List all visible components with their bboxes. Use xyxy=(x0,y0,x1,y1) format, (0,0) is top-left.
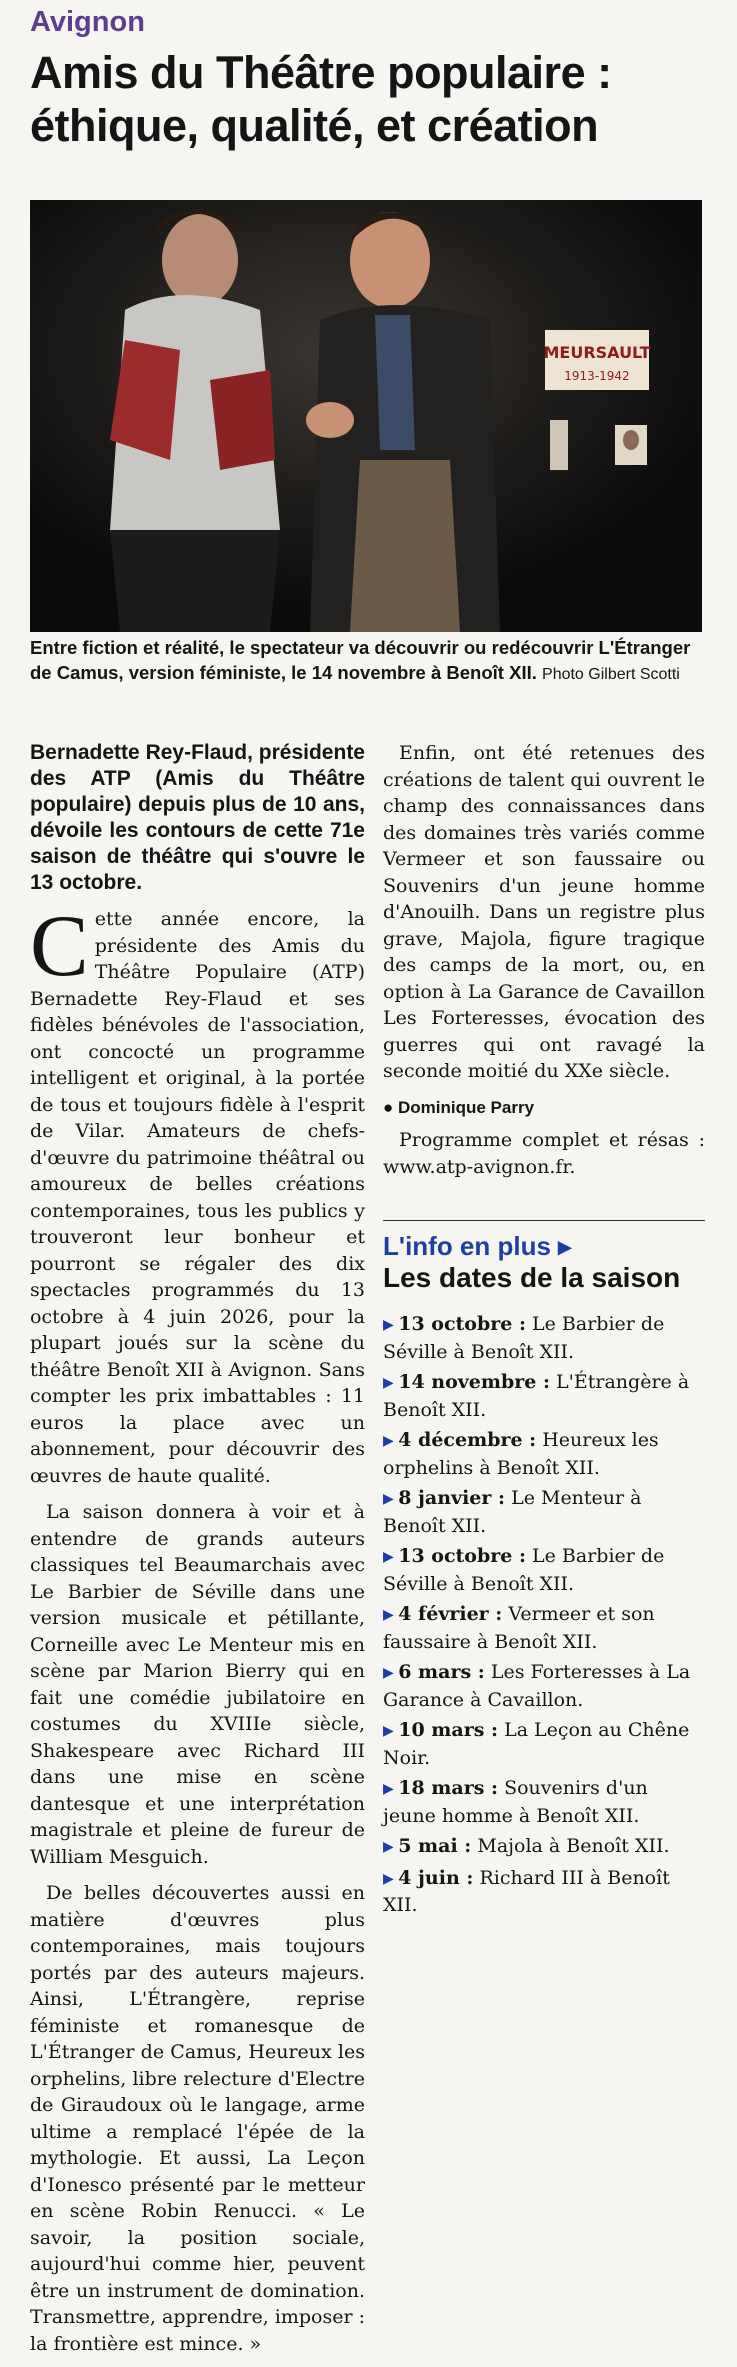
triangle-bullet-icon: ▶ xyxy=(383,1781,399,1797)
date-event: Le Barbier de Séville à Benoît XII. xyxy=(383,1545,665,1595)
section-rubric: Avignon xyxy=(30,6,145,38)
date-label: 5 mai : xyxy=(398,1835,472,1857)
date-label: 13 octobre : xyxy=(398,1545,526,1567)
date-event: Les Forteresses à La Garance à Cavaillon. xyxy=(383,1661,691,1711)
date-label: 6 mars : xyxy=(398,1661,485,1683)
triangle-bullet-icon: ▶ xyxy=(383,1665,399,1681)
article-photo xyxy=(30,200,702,632)
triangle-bullet-icon: ▶ xyxy=(383,1433,399,1449)
date-item xyxy=(383,1485,705,1539)
date-item xyxy=(383,1543,705,1597)
sign-text: MEURSAULT xyxy=(543,343,651,362)
headline-line-2: éthique, qualité, et création xyxy=(30,100,599,151)
photo-credit: Photo Gilbert Scotti xyxy=(542,665,680,683)
date-item xyxy=(383,1775,705,1829)
drop-cap: C xyxy=(30,898,89,995)
date-event: L'Étrangère à Benoît XII. xyxy=(383,1371,690,1421)
date-label: 4 décembre : xyxy=(398,1429,537,1451)
date-event: La Leçon au Chêne Noir. xyxy=(383,1719,690,1769)
date-label: 13 octobre : xyxy=(398,1313,526,1335)
headline xyxy=(30,46,710,152)
date-label: 18 mars : xyxy=(398,1777,499,1799)
paragraph-4: Enfin, ont été retenues des créations de talent qui ouvrent le champ des connaissances dans des domaines très variés comme Vermeer et son faussaire ou Souvenirs d'un jeune homme d'Anouilh. Dans un registre plus grave, Majola, figure tragique des camps de la mort, ou, en option à La Garance de Cavaillon Les Forteresses, évocation des guerres qui ont ravagé la seconde moitié du XXe siècle. xyxy=(383,742,705,1082)
date-event: Souvenirs d'un jeune homme à Benoît XII. xyxy=(383,1777,648,1827)
info-box-subtitle: Les dates de la saison xyxy=(383,1262,681,1293)
triangle-bullet-icon: ▶ xyxy=(383,1723,399,1739)
date-item xyxy=(383,1369,705,1423)
byline: ● Dominique Parry xyxy=(383,1097,535,1117)
date-item xyxy=(383,1659,705,1713)
date-event: Majola à Benoît XII. xyxy=(471,1835,670,1857)
caption-text: Entre fiction et réalité, le spectateur va découvrir ou redécouvrir L'Étranger de Camus, version féministe, le 14 novembre à Benoît XII. xyxy=(30,637,691,683)
stage-scene-illustration xyxy=(30,200,702,632)
triangle-bullet-icon: ▶ xyxy=(383,1491,399,1507)
date-event: Le Barbier de Séville à Benoît XII. xyxy=(383,1313,665,1363)
dates-list xyxy=(383,1311,705,1919)
triangle-bullet-icon: ▶ xyxy=(383,1870,399,1887)
info-box-title: L'info en plus ▸ xyxy=(383,1231,572,1261)
headline-line-1: Amis du Théâtre populaire : xyxy=(30,47,612,98)
sign-years: 1913-1942 xyxy=(564,369,630,383)
date-item xyxy=(383,1833,705,1861)
date-item xyxy=(383,1865,705,1919)
date-label: 14 novembre : xyxy=(398,1371,551,1393)
date-item xyxy=(383,1427,705,1481)
paragraph-3: De belles découvertes aussi en matière d'œuvres plus contemporaines, mais toujours portés par des auteurs majeurs. Ainsi, L'Étrangère, reprise féministe et romanesque de L'Étranger de Camus, Heureux les orphelins, libre relecture d'Electre de Giraudoux où le langage, arme ultime a remplacé l'épée de la mythologie. Et aussi, La Leçon d'Ionesco présenté par le metteur en scène Robin Renucci. « Le savoir, la position sociale, aujourd'hui comme hier, peuvent être un instrument de domination. Transmettre, apprendre, imposer : la frontière est mince. » xyxy=(30,1882,366,2355)
date-label: 8 janvier : xyxy=(398,1487,506,1509)
divider xyxy=(383,1220,705,1221)
paragraph-2: La saison donnera à voir et à entendre de grands auteurs classiques tel Beaumarchais avec Le Barbier de Séville dans une version musicale et pétillante, Corneille avec Le Menteur mis en scène par Marion Bierry qui en fait une comédie jubilatoire en costumes du XVIIIe siècle, Shakespeare avec Richard III dans une mise en scène dantesque et une interprétation magistrale et pleine de fureur de William Mesguich. xyxy=(30,1501,365,1868)
date-item xyxy=(383,1601,705,1655)
date-label: 10 mars : xyxy=(398,1719,499,1741)
photo-caption xyxy=(30,636,702,687)
date-event: Heureux les orphelins à Benoît XII. xyxy=(383,1429,659,1479)
triangle-bullet-icon: ▶ xyxy=(383,1317,399,1333)
paragraph-1 xyxy=(30,898,365,1489)
date-event: Le Menteur à Benoît XII. xyxy=(383,1487,642,1537)
date-item xyxy=(383,1717,705,1771)
paragraph-1-text: ette année encore, la présidente des Amis du Théâtre Populaire (ATP) Bernadette Rey-Flaud et ses fidèles bénévoles de l'association, ont concocté un programme intelligent et original, à la portée de tous et toujours fidèle à l'esprit de Vilar. Amateurs de chefs-d'œuvre du patrimoine théâtral ou amoureux de belles créations contemporaines, tous les publics y trouveront leur bonheur et pourront se régaler des dix spectacles programmés du 13 octobre à 4 juin 2026, pour la plupart joués sur la scène du théâtre Benoît XII à Avignon. Sans compter les prix imbattables : 11 euros la place avec un abonnement, pour découvrir des œuvres de haute qualité. xyxy=(30,908,365,1487)
article-column-1 xyxy=(30,740,365,2367)
article-lead: Bernadette Rey-Flaud, présidente des ATP (Amis du Théâtre populaire) depuis plus de 10 ans, dévoile les contours de cette 71e saison de théâtre qui s'ouvre le 13 octobre. xyxy=(30,741,365,894)
date-event: Vermeer et son faussaire à Benoît XII. xyxy=(383,1603,655,1653)
date-item xyxy=(383,1311,705,1365)
triangle-bullet-icon: ▶ xyxy=(383,1375,399,1391)
date-label: 4 juin : xyxy=(398,1866,474,1889)
triangle-bullet-icon: ▶ xyxy=(383,1607,399,1623)
article-column-2 xyxy=(383,740,705,1923)
date-label: 4 février : xyxy=(398,1603,503,1625)
triangle-bullet-icon: ▶ xyxy=(383,1839,399,1855)
date-event: Richard III à Benoît XII. xyxy=(383,1866,670,1916)
paragraph-5: Programme complet et résas : www.atp-avignon.fr. xyxy=(383,1129,705,1178)
triangle-bullet-icon: ▶ xyxy=(383,1549,399,1565)
